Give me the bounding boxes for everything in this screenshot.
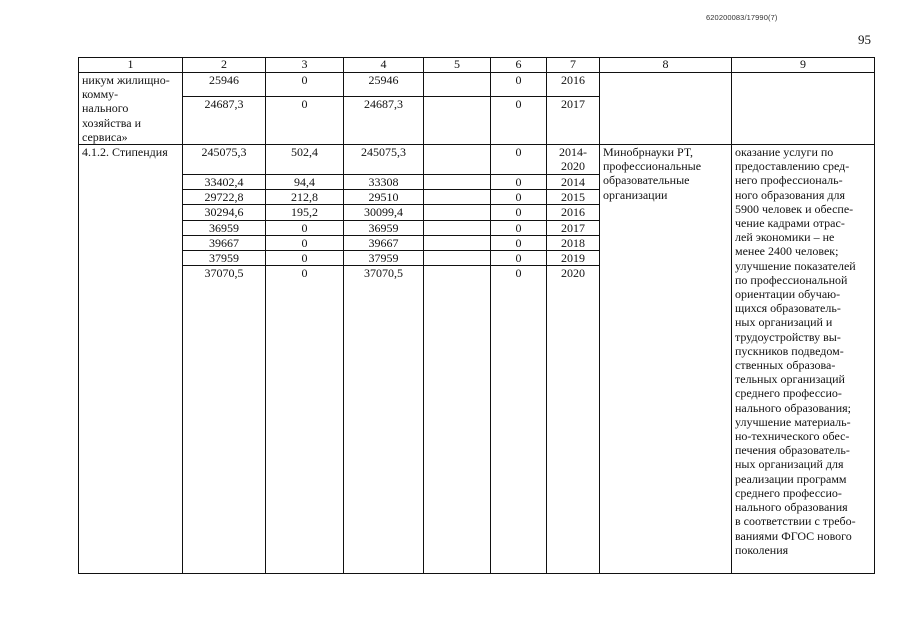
column-header: 6 [491,58,547,73]
page-number: 95 [858,32,871,47]
cell-c4: 30099,4 [344,205,424,220]
cell-c6: 0 [491,145,547,175]
cell-c5 [424,73,491,97]
table-row [79,73,875,97]
cell-c5 [424,220,491,235]
cell-c5 [424,97,491,145]
cell-c2: 30294,6 [183,205,266,220]
cell-c7: 2014 [547,175,600,190]
cell-c2: 245075,3 [183,145,266,175]
cell-c5 [424,205,491,220]
cell-c2: 29722,8 [183,190,266,205]
cell-c3: 212,8 [266,190,344,205]
cell-c6: 0 [491,266,547,574]
cell-c7: 2017 [547,220,600,235]
cell-c5 [424,266,491,574]
cell-c3: 0 [266,235,344,250]
column-header: 1 [79,58,183,73]
table-row-total [79,145,875,175]
executor-cell: Минобрнауки РТ, профессиональные образовательные организации [600,145,732,574]
cell-c6: 0 [491,175,547,190]
cell-c6: 0 [491,205,547,220]
column-header: 4 [344,58,424,73]
cell-c3: 0 [266,266,344,574]
column-header: 2 [183,58,266,73]
cell-c6: 0 [491,235,547,250]
cell-c3: 94,4 [266,175,344,190]
cell-c4: 25946 [344,73,424,97]
item-name: 4.1.2. Стипендия [79,145,183,574]
cell-c7: 2019 [547,251,600,266]
cell-c7: 2017 [547,97,600,145]
cell-c6: 0 [491,73,547,97]
cell-c4: 29510 [344,190,424,205]
cell-c4: 24687,3 [344,97,424,145]
table-header-row [79,58,875,73]
executor-cell [600,73,732,145]
column-header: 7 [547,58,600,73]
cell-c2: 39667 [183,235,266,250]
cell-c5 [424,251,491,266]
institution-name: никум жилищно-комму- нального хозяйства и сервиса» [79,73,183,145]
cell-c5 [424,175,491,190]
cell-c4: 245075,3 [344,145,424,175]
cell-c4: 39667 [344,235,424,250]
cell-c3: 195,2 [266,205,344,220]
cell-c4: 33308 [344,175,424,190]
cell-c7: 2018 [547,235,600,250]
column-header: 5 [424,58,491,73]
cell-c2: 25946 [183,73,266,97]
cell-c3: 0 [266,220,344,235]
cell-c2: 37070,5 [183,266,266,574]
cell-c4: 37959 [344,251,424,266]
result-cell [732,73,875,145]
cell-c5 [424,235,491,250]
cell-c7: 2014- 2020 [547,145,600,175]
result-cell: оказание услуги по предоставлению сред- него профессиональ- ного образования для 5900 человек и обеспе- чение кадрами отрас- лей экономики – не менее 2400 человек; улучшение показателей по профессиональной ориентации обучаю- щихся образователь- ных организаций и трудоустройству вы- пускников подведом- ственных образова- тельных организаций среднего профессио- нального образования; улучшение материаль- но-технического обес- печения образователь- ных организаций для реализации программ среднего профессио- нального образования в соответствии с требо- ваниями ФГОС нового поколения [732,145,875,574]
cell-c2: 33402,4 [183,175,266,190]
cell-c7: 2020 [547,266,600,574]
cell-c6: 0 [491,97,547,145]
column-header: 9 [732,58,875,73]
cell-c5 [424,145,491,175]
cell-c6: 0 [491,190,547,205]
cell-c7: 2015 [547,190,600,205]
cell-c6: 0 [491,220,547,235]
cell-c6: 0 [491,251,547,266]
program-table [78,57,875,574]
cell-c5 [424,190,491,205]
cell-c7: 2016 [547,205,600,220]
cell-c2: 36959 [183,220,266,235]
cell-c4: 36959 [344,220,424,235]
cell-c3: 502,4 [266,145,344,175]
cell-c7: 2016 [547,73,600,97]
cell-c2: 24687,3 [183,97,266,145]
cell-c3: 0 [266,251,344,266]
column-header: 3 [266,58,344,73]
document-code: 620200083/17990(7) [706,13,778,22]
cell-c4: 37070,5 [344,266,424,574]
cell-c3: 0 [266,73,344,97]
cell-c2: 37959 [183,251,266,266]
cell-c3: 0 [266,97,344,145]
column-header: 8 [600,58,732,73]
